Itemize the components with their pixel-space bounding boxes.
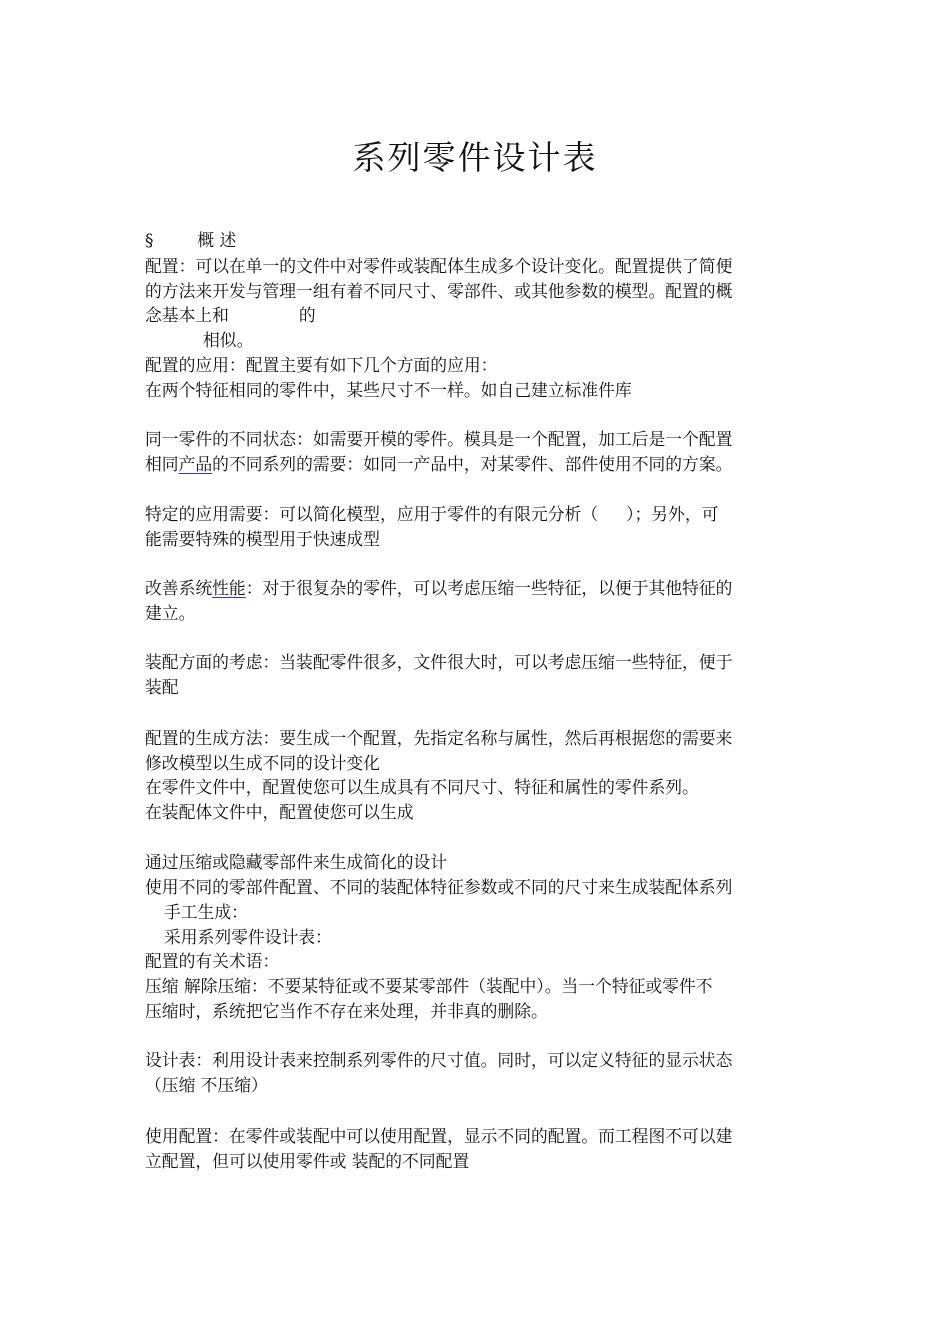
application-5-line-1: 装配方面的考虑：当装配零件很多，文件很大时，可以考虑压缩一些特征，便于 (145, 652, 733, 672)
application-3-suffix: ）；另外，可 (626, 504, 719, 524)
application-4-prefix: 改善系统 (145, 578, 213, 598)
application-4-line-2: 建立。 (145, 603, 196, 623)
application-2-suffix: 的不同系列的需要：如同一产品中，对某零件、部件使用不同的方案。 (212, 454, 733, 474)
page-title: 系列零件设计表 (352, 138, 598, 177)
section-heading-text: 概 述 (197, 230, 237, 250)
intro-line-1: 配置：可以在单一的文件中对零件或装配体生成多个设计变化。配置提供了简便 (145, 256, 733, 276)
generation-line-3: 在零件文件中，配置使您可以生成具有不同尺寸、特征和属性的零件系列。 (145, 777, 699, 797)
application-3-line-2: 能需要特殊的模型用于快速成型 (145, 529, 380, 549)
applications-heading: 配置的应用：配置主要有如下几个方面的应用： (145, 355, 498, 375)
application-1: 在两个特征相同的零件中，某些尺寸不一样。如自己建立标准件库 (145, 380, 632, 400)
application-2-prefix: 相同 (145, 454, 179, 474)
application-4-suffix: ：对于很复杂的零件，可以考虑压缩一些特征，以便于其他特征的 (245, 578, 733, 598)
generation-line-4: 在装配体文件中，配置使您可以生成 (145, 802, 414, 822)
terms-heading: 配置的有关术语： (145, 951, 280, 971)
term-3-line-1: 使用配置：在零件或装配中可以使用配置，显示不同的配置。而工程图不可以建 (145, 1126, 733, 1146)
section-symbol: § (145, 230, 154, 250)
generation-line-8: 采用系列零件设计表： (164, 927, 332, 947)
intro-line-2: 的方法来开发与管理一组有着不同尺寸、零部件、或其他参数的模型。配置的概 (145, 281, 733, 301)
generation-line-1: 配置的生成方法：要生成一个配置，先指定名称与属性，然后再根据您的需要来 (145, 728, 733, 748)
intro-line-4: 相似。 (203, 330, 254, 350)
generation-line-2: 修改模型以生成不同的设计变化 (145, 753, 380, 773)
generation-line-5: 通过压缩或隐藏零部件来生成简化的设计 (145, 852, 448, 872)
generation-line-7: 手工生成： (164, 902, 248, 922)
intro-line-3 (145, 303, 810, 327)
intro-line-3-end: 的 (298, 305, 316, 325)
generation-line-6: 使用不同的零部件配置、不同的装配体特征参数或不同的尺寸来生成装配体系列 (145, 877, 733, 897)
application-4-line-1 (145, 576, 810, 600)
application-5-line-2: 装配 (145, 677, 179, 697)
term-1-line-2: 压缩时，系统把它当作不存在来处理，并非真的删除。 (145, 1001, 548, 1021)
term-3-line-2: 立配置，但可以使用零件或 装配的不同配置 (145, 1151, 470, 1171)
application-3-line-1 (145, 502, 810, 526)
application-3-prefix: 特定的应用需要：可以简化模型，应用于零件的有限元分析（ (145, 504, 599, 524)
intro-line-3-start: 念基本上和 (145, 305, 229, 325)
application-2-line-1: 同一零件的不同状态：如需要开模的零件。模具是一个配置，加工后是一个配置 (145, 429, 733, 449)
product-link[interactable]: 产品 (178, 454, 213, 474)
application-2-line-2 (145, 452, 810, 476)
performance-link[interactable]: 性能 (212, 578, 246, 598)
section-heading (145, 228, 810, 252)
term-2-line-2: （压缩 不压缩） (145, 1075, 268, 1095)
term-1-line-1: 压缩 解除压缩：不要某特征或不要某零部件（装配中）。当一个特征或零件不 (145, 976, 713, 996)
term-2-line-1: 设计表：利用设计表来控制系列零件的尺寸值。同时，可以定义特征的显示状态 (145, 1050, 733, 1070)
